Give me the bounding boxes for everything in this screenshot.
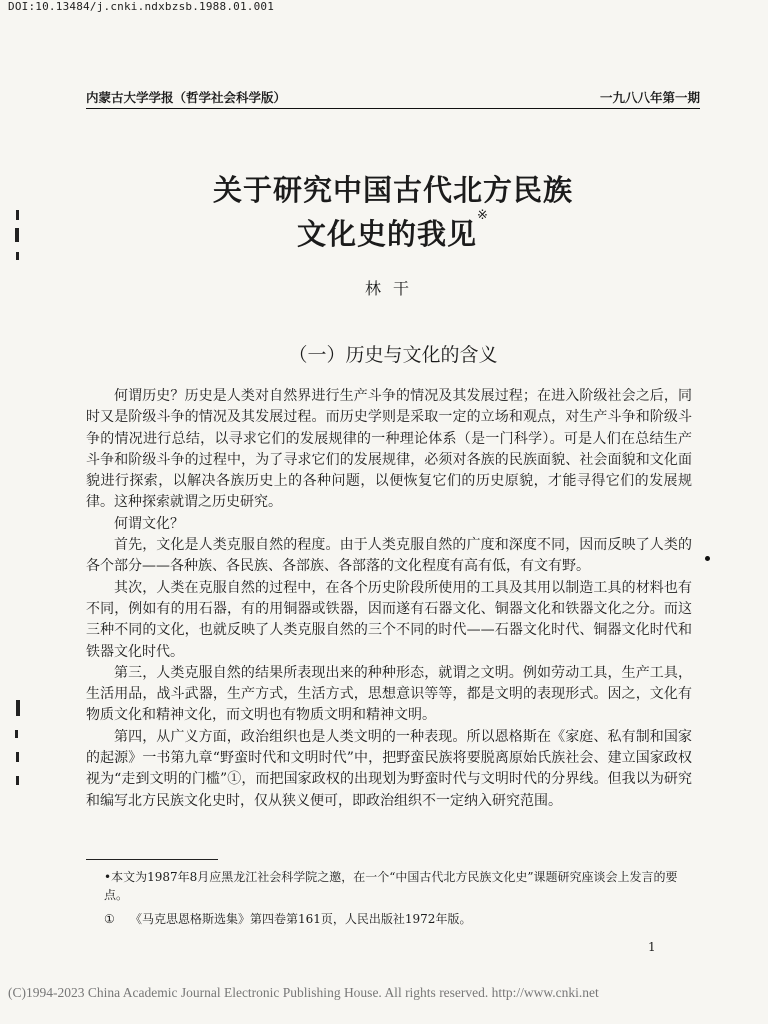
doi-line: DOI:10.13484/j.cnki.ndxbzsb.1988.01.001 [8,0,275,13]
scan-mark [15,730,18,738]
paragraph: 何谓历史？历史是人类对自然界进行生产斗争的情况及其发展过程；在进入阶级社会之后，同时又是阶级斗争的情况及其发展过程。而历史学则是采取一定的立场和观点，对生产斗争和阶级斗争的情况进行总结，以寻求它们的发展规律的一种理论体系（是一门科学）。可是人们在总结生产斗争和阶级斗争的过程中，为了寻求它们的发展规律，必须对各族的民族面貌、社会面貌和文化面貌进行探索，以解决各族历史上的各种问题，以便恢复它们的历史原貌，才能寻得它们的发展规律。这种探索就谓之历史研究。 [86,388,692,511]
footnote [104,910,694,928]
article-title-line-2 [86,208,700,253]
scan-mark [16,700,20,716]
issue-label: 一九八八年第一期 [599,90,700,105]
page-number: 1 [648,940,656,954]
paragraph: 第四，从广义方面，政治组织也是人类文明的一种表现。所以恩格斯在《家庭、私有制和国家的起源》一书第九章“野蛮时代和文明时代”中，把野蛮民族将要脱离原始氏族社会、建立国家政权视为“走到文明的门槛”①，而把国家政权的出现划为野蛮时代与文明时代的分界线。但我以为研究和编写北方民族文化史时，仅从狭义便可，即政治组织不一定纳入研究范围。 [86,728,692,809]
footnote-rule [86,859,218,860]
footnote-text: 《马克思恩格斯选集》第四卷第161页，人民出版社1972年版。 [130,912,472,926]
scan-mark [16,210,19,220]
header-rule [86,108,700,109]
footnote: •本文为1987年8月应黑龙江社会科学院之邀，在一个“中国古代北方民族文化史”课题研究座谈会上发言的要点。 [104,870,678,902]
paragraph: 第三，人类克服自然的结果所表现出来的种种形态，就谓之文明。例如劳动工具，生产工具，生活用品，战斗武器，生产方式，生活方式，思想意识等等，都是文明的表现形式。因之，文化有物质文化和精神文化，而文明也有物质文明和精神文明。 [86,664,692,724]
paragraph: 何谓文化？ [114,515,184,532]
scan-mark [16,776,19,785]
title-note-mark: ※ [477,208,489,223]
section-heading: （一）历史与文化的含义 [288,344,498,366]
scan-mark [705,556,710,561]
running-header [86,88,700,108]
article-title-line-1: 关于研究中国古代北方民族 [212,173,573,207]
scan-mark [15,228,19,242]
scan-mark [16,752,19,762]
paragraph: 其次，人类在克服自然的过程中，在各个历史阶段所使用的工具及其用以制造工具的材料也有不同，例如有的用石器，有的用铜器或铁器，因而遂有石器文化、铜器文化和铁器文化之分。而这三种不同的文化，也就反映了人类克服自然的三个不同的时代——石器文化时代、铜器文化时代和铁器文化时代。 [86,579,692,660]
paragraph: 首先，文化是人类克服自然的程度。由于人类克服自然的广度和深度不同，因而反映了人类的各个部分——各种族、各民族、各部族、各部落的文化程度有高有低，有文有野。 [86,537,692,575]
article-title-text: 文化史的我见 [297,217,478,251]
article-body [86,386,692,812]
author-name: 林干 [364,279,421,298]
scan-mark [16,252,19,260]
footnote-mark: ① [104,912,115,926]
copyright-footer: (C)1994-2023 China Academic Journal Electronic Publishing House. All rights reserved. http://www.cnki.net [8,985,599,1000]
journal-name: 内蒙古大学学报（哲学社会科学版） [86,90,287,105]
